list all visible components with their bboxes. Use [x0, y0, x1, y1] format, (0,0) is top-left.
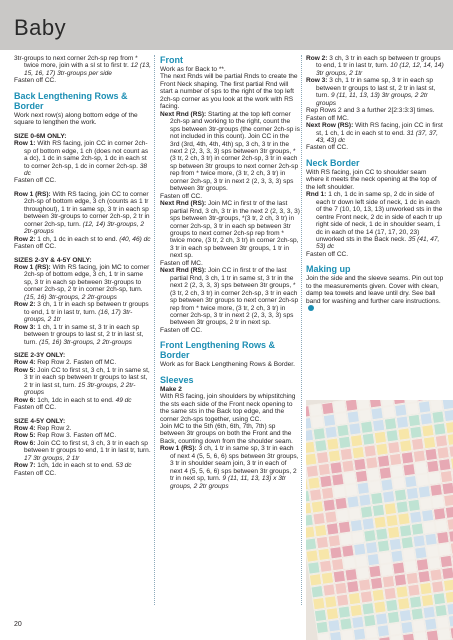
section-heading-front-lengthening: Front Lengthening Rows & Border: [160, 340, 275, 361]
end-mark-icon: [308, 305, 314, 311]
instruction-text: With RS facing, join CC to shoulder seam where it meets the neck opening at the top of the left shoulder.: [306, 168, 437, 191]
instruction-text: With RS facing, join shoulders by whipstitching the sts each side of the Front neck opening to the same sts in the Back top edge, and the corner 2ch-sps together, using CC.: [160, 393, 296, 423]
make-count: Make 2: [160, 385, 182, 393]
column-left: [14, 55, 152, 477]
fasten-off-text: Fasten off CC.: [160, 192, 203, 200]
section-heading-neck-border: Neck Border: [306, 157, 360, 168]
crochet-stitch: [448, 529, 453, 543]
pattern-row: Row 1 (RS): With RS facing, join CC to corner 2ch-sp of bottom edge, 3 ch (counts as 1 tr throughout), 1 tr in same sp, 3 tr in each sp between 3tr-groups to corner 2ch-sp, 2 tr in corner 2ch-sp, turn. (12, 14) 3tr-groups, 2 2tr-groups: [14, 190, 150, 236]
section-heading-front: Front: [160, 55, 183, 65]
pattern-row: Row 4: Rep Row 2. Fasten off MC.: [14, 359, 117, 367]
page-header: [0, 0, 453, 50]
pattern-row: Row 5: Join CC to first st, 3 ch, 1 tr in same st, 3 tr in each sp between tr groups to last st, 2 tr in last st, turn. 15 3tr-groups, 2 2tr-groups: [14, 366, 150, 397]
crochet-texture: [306, 400, 453, 640]
pattern-row: Row 5: Rep Row 3. Fasten off MC.: [14, 432, 117, 440]
fasten-off-text: Fasten off MC.: [306, 114, 349, 122]
column-middle: [160, 55, 300, 490]
pattern-row: Row 1: With RS facing, join CC in corner 2ch-sp of bottom edge, 1 ch (does not count as a dc), 1 dc in same 2ch-sp, 1 dc in each st to corner 2ch-sp, 1 dc in corner 2ch-sp. 38 dc: [14, 140, 149, 177]
instruction-text: Work as for Back to **.: [160, 66, 226, 73]
instruction-text: Rep Rows 2 and 3 a further 2[2:3:3:3] times.: [306, 107, 435, 115]
crochet-stitch: [446, 517, 453, 531]
fasten-off-text: Fasten off MC.: [160, 259, 203, 267]
fasten-off-text: Fasten off CC.: [14, 77, 57, 85]
pattern-row: Row 2: 3 ch, 1 tr in each sp between tr groups to end, 1 tr in last tr, turn. (16, 17) 3tr-groups, 2 1tr: [14, 301, 149, 324]
column-divider: [154, 55, 155, 605]
crochet-stitch: [447, 433, 453, 447]
crochet-stitch: [445, 421, 453, 435]
fasten-off-text: Fasten off CC.: [306, 144, 349, 152]
size-heading: SIZES 2-3Y & 4-5Y ONLY:: [14, 256, 92, 264]
fasten-off-text: Fasten off CC.: [306, 250, 349, 258]
pattern-row: Row 2: 1 ch, 1 dc in each st to end. (40, 46) dc: [14, 235, 151, 243]
page-number: 20: [14, 621, 22, 628]
fasten-off-text: Fasten off CC.: [14, 243, 57, 251]
column-divider: [301, 55, 302, 605]
pattern-row: Row 3: 3 ch, 1 tr in same sp, 3 tr in each sp between tr groups to last st, 2 tr in last st, turn. 9 (11, 11, 13, 13) 3tr groups, 2 2tr groups: [306, 77, 436, 107]
pattern-row: Row 6: 1ch, 1dc in each st to end. 49 dc: [14, 396, 132, 404]
crochet-stitch: [445, 505, 453, 519]
size-heading: SIZE 0-6M ONLY:: [14, 132, 67, 140]
pattern-row: Rnd 1: 1 ch, 1 dc in same sp, 2 dc in side of each tr down left side of neck, 1 dc in each of the 7 (10, 10, 13, 13) unworked sts in the centre Front neck, 2 dc in side of each tr up right side of neck, 1 dc in shoulder seam, 1 dc in each of the 14 (17, 17, 20, 23) unworked sts in the Back neck. 35 (41, 47, 53) dc: [306, 191, 443, 251]
pattern-row: Row 3: 1 ch, 1 tr in same st, 3 tr in each sp between tr groups to last st, 2 tr in last st, turn. (15, 16) 3tr-groups, 2 2tr-groups: [14, 323, 144, 346]
pattern-row: Next Row (RS): With RS facing, join CC in first st, 1 ch, 1 dc in each st to end. 31 (37, 37, 43, 43) dc: [306, 122, 443, 144]
instruction-text: Join MC to the 5th (6th, 6th, 7th, 7th) sp between 3tr groups on both the Front and the Back, counting down from the shoulder seam.: [160, 423, 293, 445]
pattern-row: Row 4: Rep Row 2.: [14, 425, 72, 433]
instruction-text: Join the side and the sleeve seams. Pin out top to the measurements given. Cover with clean, damp tea towels and leave until dry. See ball band for washing and further care instructions.: [306, 275, 446, 312]
fasten-off-text: Fasten off CC.: [14, 404, 57, 412]
pattern-row: Row 7: 1ch, 1dc in each st to end. 53 dc: [14, 462, 132, 470]
fasten-off-text: Fasten off CC.: [14, 469, 57, 477]
size-heading: SIZE 2-3Y ONLY:: [14, 351, 66, 359]
crochet-stitch: [444, 590, 453, 604]
crochet-photo: [306, 400, 453, 640]
crochet-stitch: [448, 614, 453, 628]
fasten-off-text: Fasten off CC.: [14, 177, 57, 185]
crochet-stitch: [449, 626, 453, 640]
pattern-row: Row 1 (RS): 3 ch, 1 tr in same sp, 3 tr in each of next 4 (5, 5, 6, 6) sps between 3tr groups, 3 tr in shoulder seam join, 3 tr in each of next 4 (5, 5, 6, 6) sps between 3tr groups, 2 tr in next sp, turn. 9 (11, 11, 13, 13) x 3tr groups, 2 2tr groups: [160, 445, 299, 490]
fasten-off-text: Fasten off CC.: [160, 326, 203, 334]
instruction-text: 3tr-groups to next corner 2ch-sp rep from * twice more, join with a sl st to first tr. 12 (13, 15, 16, 17) 3tr-groups per side: [14, 55, 151, 77]
pattern-row: Next Rnd (RS): Join MC in first tr of the last partial Rnd, 3 ch, 3 tr in the next 2 (2, 3, 3, 3) sps between 3tr-groups, *(3 tr, 2 ch, 3 tr) in corner 2ch-sp, 3 tr in each sp between 3tr groups to next corner 2ch-sp rep from * twice more, (3 tr, 2 ch, 3 tr) in corner 2ch-sp, 3 tr in each sp between 3tr groups, 1 tr in next sp.: [160, 200, 300, 260]
crochet-stitch: [446, 602, 453, 616]
crochet-stitch: [448, 444, 453, 458]
pattern-row: Row 2: 3 ch, 3 tr in each sp between tr groups to end, 1 tr in last tr, turn. 10 (12, 12, 14, 14) 3tr groups, 2 1tr: [306, 55, 444, 77]
section-heading-making-up: Making up: [306, 264, 351, 275]
instruction-text: Work as for Back Lengthening Rows & Border.: [160, 361, 295, 369]
pattern-row: Next Rnd (RS): Join CC in first tr of the last partial Rnd, 3 ch, 1 tr in same st, 3 tr in the next 2 (2, 3, 3, 3) sps between 3tr groups, *(3 tr, 2 ch, 3 tr) in corner 2ch-sp, 3 tr in each sp between 3tr groups to next corner 2ch-sp rep from * twice more, (3 tr, 2 ch, 3 tr) in corner 2ch-sp, 3 tr in next 2 (2, 3, 3, 3) sps between 3tr groups, 2 tr in next sp.: [160, 267, 299, 327]
instruction-text: The next Rnds will be partial Rnds to create the Front Neck shaping. The first partial Rnd will start a number of sps to the right of the top left 2ch-sp corner as you look at the work with RS facing.: [160, 73, 298, 111]
instruction-text: Work next row(s) along bottom edge of the square to lengthen the work.: [14, 111, 138, 127]
pattern-row: Next Rnd (RS): Starting at the top left corner 2ch-sp and working to the right, count the sps between 3tr-groups (the corner 2ch-sp is not included in this count). Join CC in the 3rd (3rd, 4th, 4th, 4th) sp, 3 ch, 3 tr in the next 2 (2, 3, 3, 3) sps between 3tr groups, *(3 tr, 2 ch, 3 tr) in corner 2ch-sp, 3 tr in each sp between 3tr groups to next corner 2ch-sp rep from * twice more, (3 tr, 2 ch, 3 tr) in corner 2ch-sp, 3 tr in next 2 (2, 3, 3, 3) sps between 3tr groups.: [160, 110, 300, 193]
pattern-row: Row 1 (RS): With RS facing, join MC to corner 2ch-sp of bottom edge, 3 ch, 1 tr in same sp, 3 tr in each sp between 3tr-groups to corner 2ch-sp, 2 tr in corner 2ch-sp, turn. (15, 16) 3tr-groups, 2 2tr-groups: [14, 263, 150, 301]
size-heading: SIZE 4-5Y ONLY:: [14, 417, 66, 425]
section-heading-sleeves: Sleeves: [160, 374, 194, 385]
page-title: Baby: [14, 15, 67, 40]
column-right: [306, 55, 446, 313]
section-heading-back-lengthening: Back Lengthening Rows & Border: [14, 90, 128, 111]
pattern-row: Row 6: Join CC to first st, 3 ch, 3 tr in each sp between tr groups to end, 1 tr in last tr, turn. 17 3tr groups, 2 1tr: [14, 439, 151, 462]
